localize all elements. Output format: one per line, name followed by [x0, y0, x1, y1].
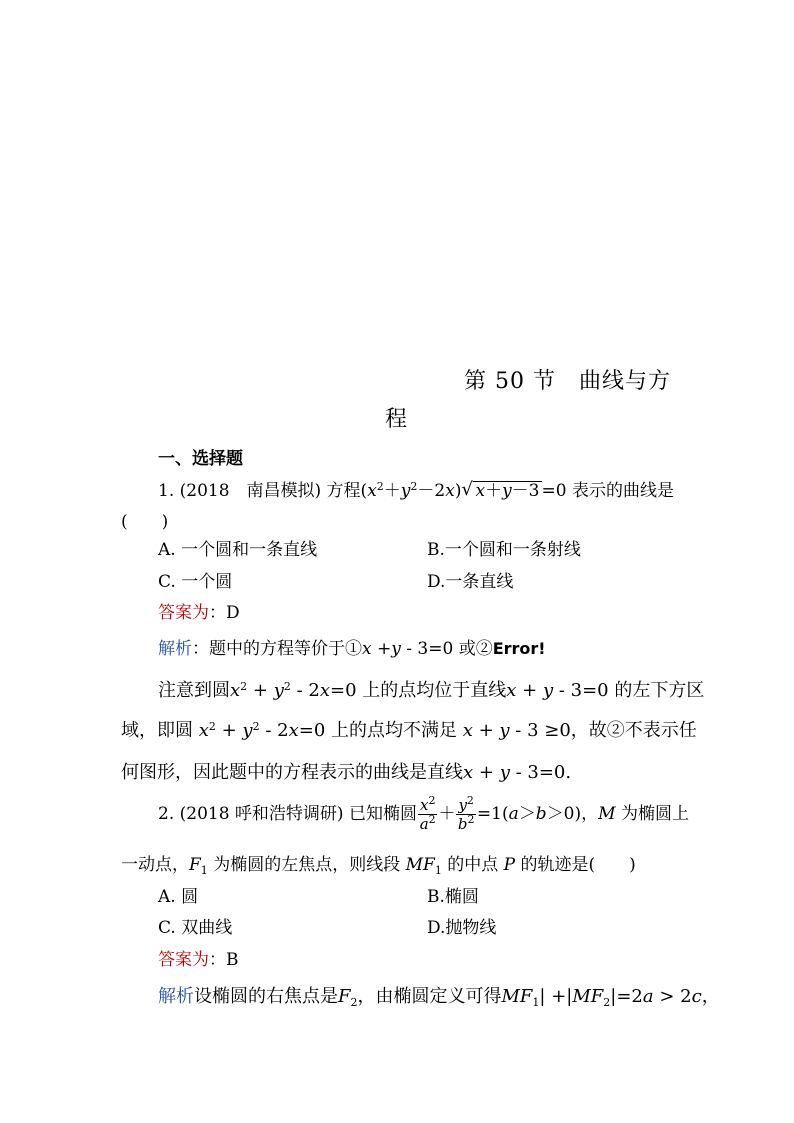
section-heading: 一、选择题	[158, 449, 243, 469]
q2-stem: 2. (2018 呼和浩特调研) 已知椭圆 $\frac{x^2}{a^2}$ ＋ $\frac{y^2}{b^2}$ =1(a＞b＞0)，M 为椭圆上	[158, 794, 689, 833]
sol-line2-a: 域，即圆	[121, 720, 199, 741]
q2-answer	[158, 945, 239, 970]
q1-analysis-text: ：题中的方程等价于①	[192, 639, 362, 659]
q1-analysis-label: 解析	[158, 639, 192, 659]
q2-analysis-text: 设椭圆的右焦点是	[194, 986, 338, 1007]
q2-line2-d: 的轨迹是( )	[515, 855, 636, 875]
q2-stem-line2: 一动点，$F_1$ 为椭圆的左焦点，则线段 $MF_1$ 的中点 P 的轨迹是( )	[121, 855, 636, 877]
sol-line1-a: 注意到圆	[158, 680, 230, 701]
page-title-line2: 程	[385, 407, 409, 432]
q1-solution-line2: 域，即圆 $x^2 + y^2 - 2x=0$ 上的点均不满足 x + y - 3 ≥0，故②不表示任	[121, 720, 697, 741]
q2-analysis: 解析设椭圆的右焦点是$F_2$，由椭圆定义可得$MF_1| +|MF_2|=2a > 2c$，	[158, 986, 720, 1009]
q2-option-b: B.椭圆	[427, 887, 479, 907]
q2-option-a: A. 圆	[158, 887, 199, 907]
q2-eq-tail2: )，	[574, 804, 599, 824]
q2-prefix: 2. (2018 呼和浩特调研) 已知椭圆	[158, 804, 417, 824]
q2-analysis-label: 解析	[158, 986, 194, 1007]
q2-option-d: D.抛物线	[427, 918, 497, 938]
fraction-y2-b2: $\frac{y^2}{b^2}$	[457, 794, 475, 833]
page-title-line1: 第 50 节 曲线与方	[464, 369, 671, 394]
q2-text-a: 为椭圆上	[615, 804, 689, 824]
q1-option-a: A. 一个圆和一条直线	[158, 540, 318, 560]
q1-prefix: 1. (2018 南昌模拟) 方程(	[158, 481, 368, 501]
q1-solution-line3: 何图形，因此题中的方程表示的曲线是直线x + y - 3=0.	[121, 762, 572, 783]
sol-line1-b: =0 上的点均位于直线	[330, 680, 507, 701]
sol-line3-a: 何图形，因此题中的方程表示的曲线是直线	[121, 762, 463, 783]
sol-line1-c: - 3=0 的左下方区	[553, 680, 705, 701]
q2-line2-c: 的中点	[441, 855, 504, 875]
q2-option-c: C. 双曲线	[158, 918, 233, 938]
sol-line3-b: - 3=0.	[509, 762, 572, 783]
sol-line2-b: =0 上的点均不满足	[298, 720, 463, 741]
sol-line2-c: - 3 ≥0，故②不表示任	[509, 720, 697, 741]
q1-paren: ( )	[121, 512, 169, 532]
q1-analysis-tail: - 3=0 或②	[400, 639, 493, 659]
fraction-x2-a2: $\frac{x^2}{a^2}$	[419, 794, 436, 833]
q1-option-b: B.一个圆和一条射线	[427, 540, 581, 560]
q2-eq-tail: =1(	[476, 804, 509, 824]
q1-stem: 1. (2018 南昌模拟) 方程$(x^2+y^2-2x)$ √ x＋y－3 =0 表示的曲线是	[158, 479, 674, 501]
q1-option-d: D.一条直线	[427, 572, 514, 592]
q1-option-c: C. 一个圆	[158, 572, 233, 592]
q1-solution-line1: 注意到圆$x^2 + y^2 - 2x=0$ 上的点均位于直线x + y - 3=0 的左下方区	[158, 680, 705, 701]
q1-answer	[158, 598, 240, 623]
q2-analysis-end: ，	[701, 986, 720, 1007]
q2-answer-label: 答案为	[158, 950, 209, 970]
q1-analysis: 解析：题中的方程等价于①x +y - 3=0 或②Error!	[158, 639, 546, 659]
error-text: Error!	[492, 639, 546, 658]
q2-line2-a: 一动点，	[121, 855, 189, 875]
q2-answer-value: ：B	[209, 950, 239, 970]
q2-line2-b: 为椭圆的左焦点，则线段	[207, 855, 406, 875]
sqrt-expression: √ x＋y－3	[461, 479, 540, 501]
q1-eq-mid: =0 表示的曲线是	[541, 481, 674, 501]
q1-answer-label: 答案为	[158, 603, 209, 623]
q2-analysis-mid: ，由椭圆定义可得	[357, 986, 502, 1007]
q1-answer-value: ：D	[209, 603, 240, 623]
